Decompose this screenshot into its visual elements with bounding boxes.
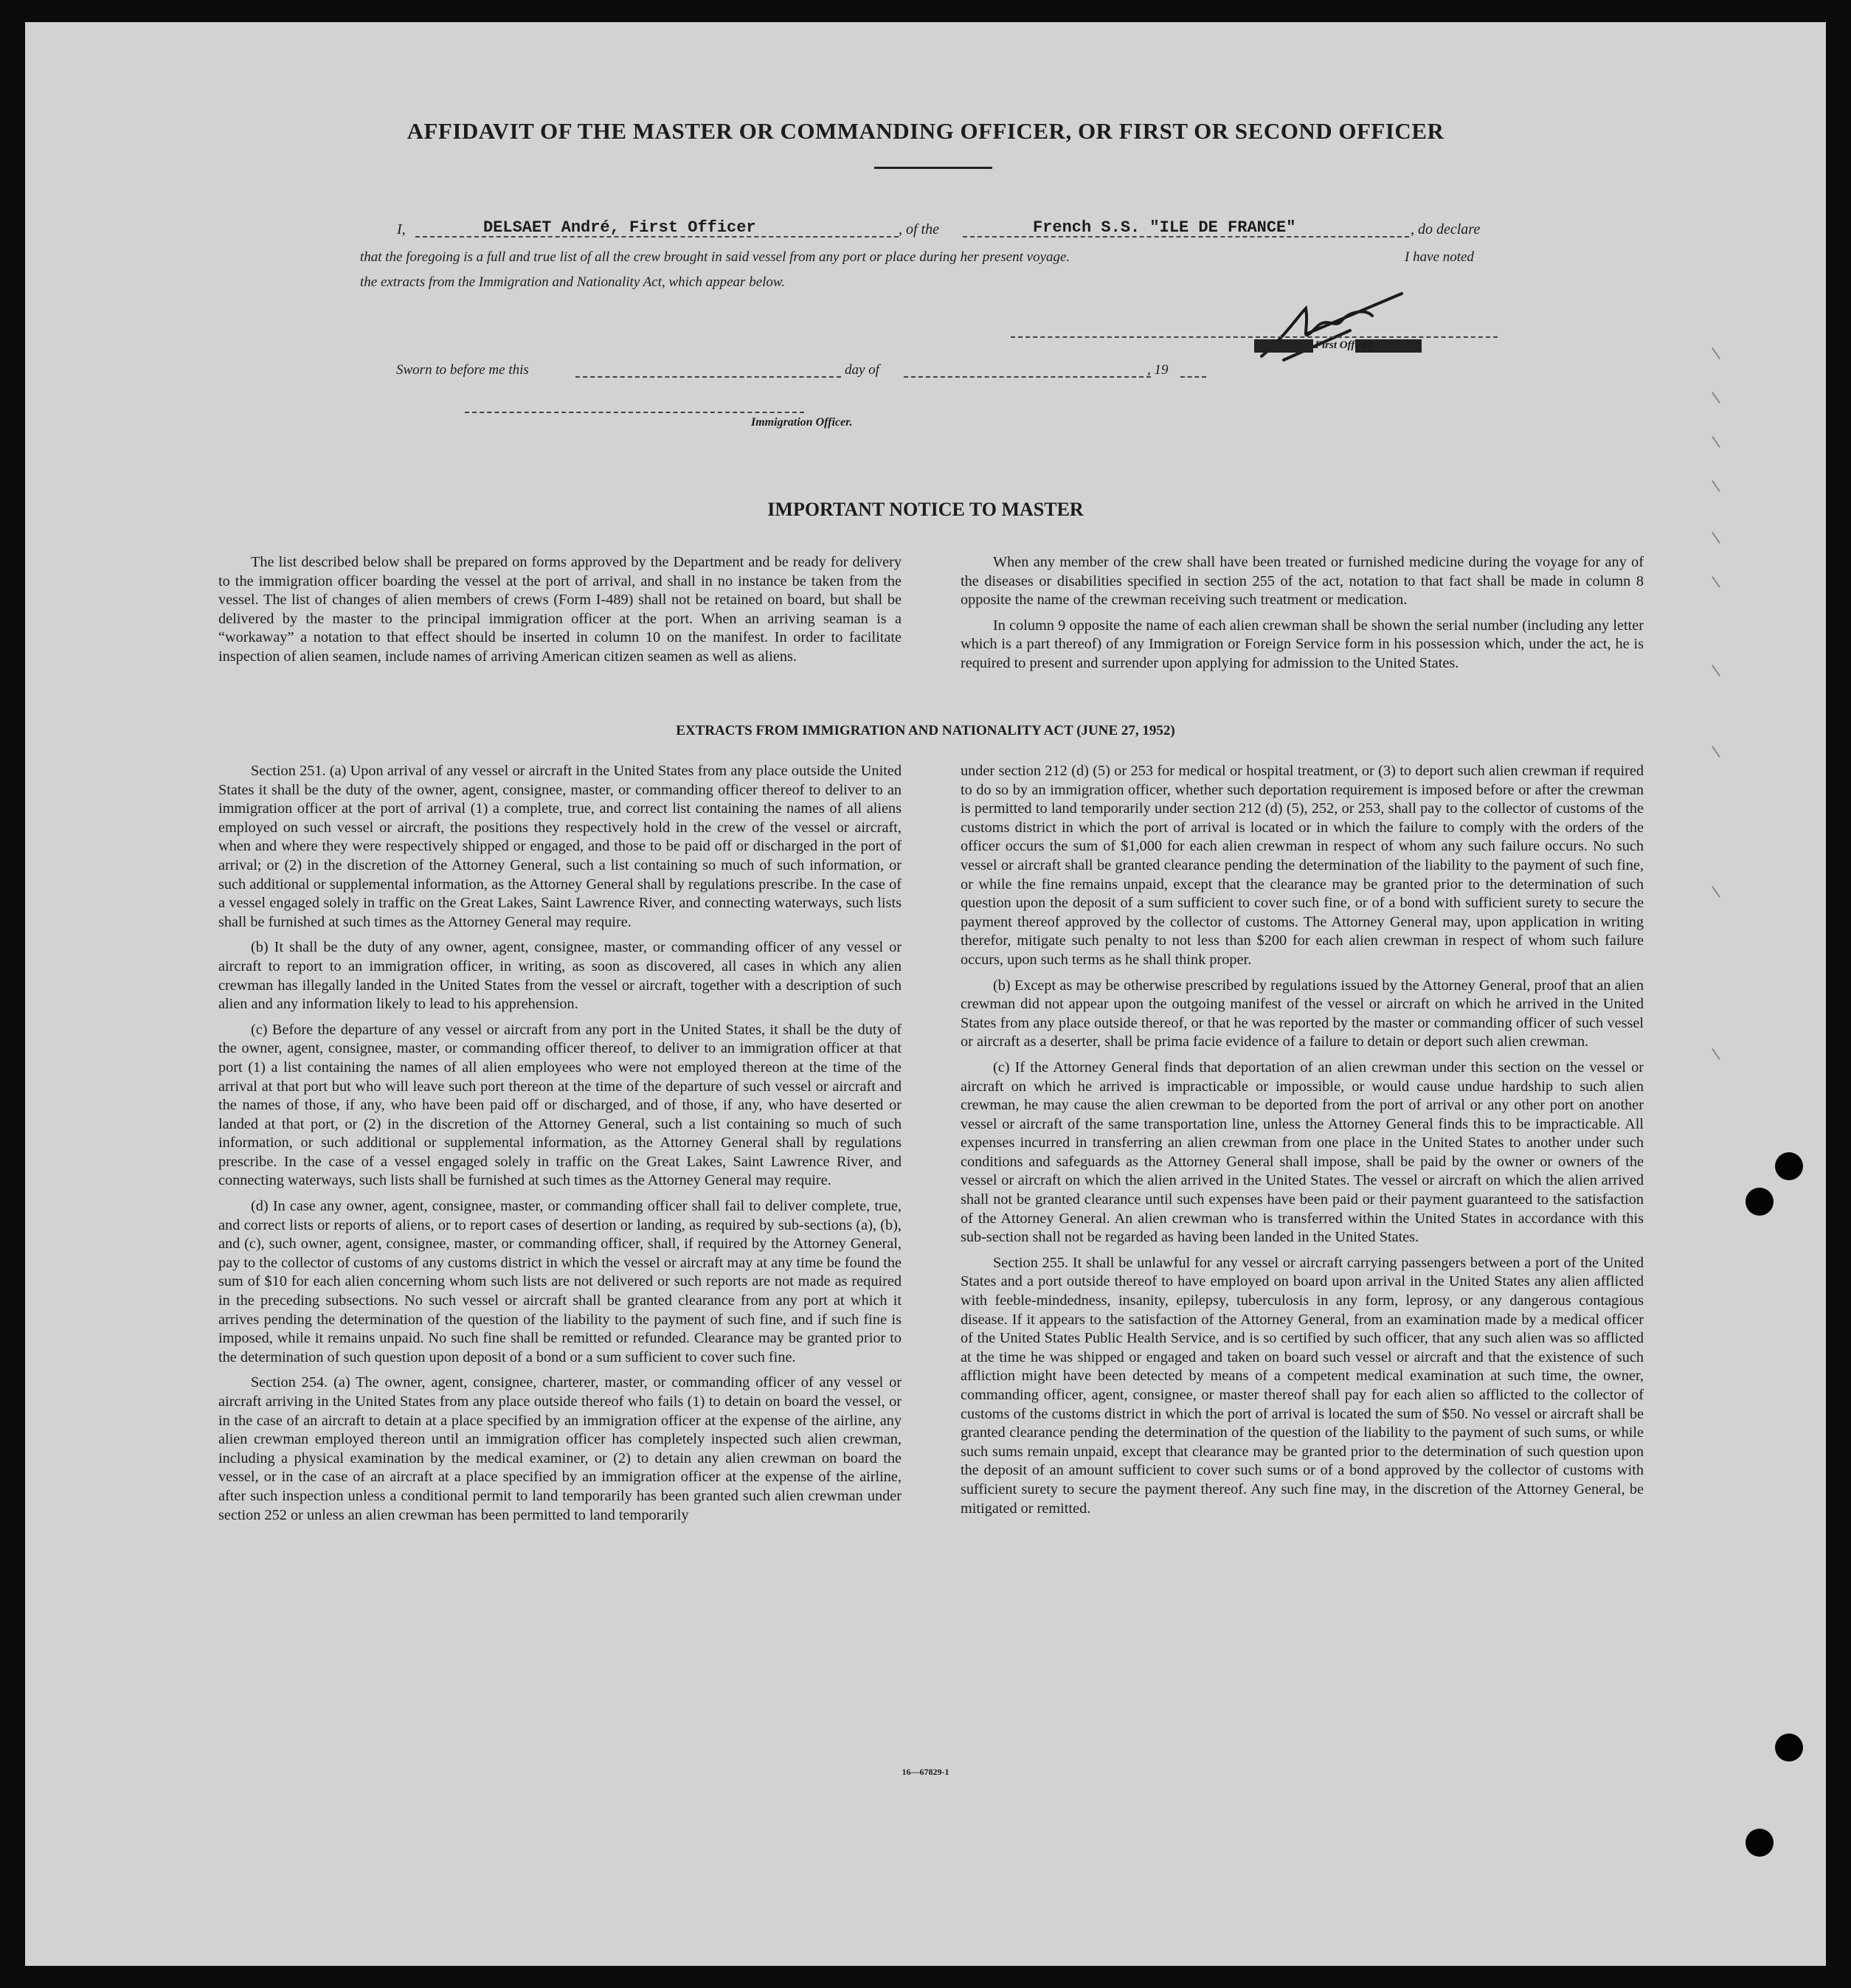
notice-left-column bbox=[218, 553, 902, 673]
extracts-right-column bbox=[961, 762, 1644, 1525]
section-254-b: (b) Except as may be otherwise prescribed by regulations issued by the Attorney General, proof that an alien crewman did not appear upon the outgoing manifest of the vessel or aircraft on which he arrived in the United States from any place outside thereof, or that he was reported by the master or commanding officer of such vessel or aircraft as a deserter, shall be prima facie evidence of a failure to detain or deport such alien crewman. bbox=[961, 977, 1644, 1050]
year-label: , 19 bbox=[1147, 362, 1169, 378]
sworn-month-line bbox=[904, 376, 1151, 378]
affidavit-title: AFFIDAVIT OF THE MASTER OR COMMANDING OFFICER, OR FIRST OR SECOND OFFICER bbox=[406, 118, 1445, 144]
section-254-a: Section 254. (a) The owner, agent, consignee, charterer, master, or commanding officer of any vessel or aircraft arriving in the United States from any place outside thereof who fails (1) to detain on board the vessel, or in the case of an aircraft to detain at a place specified by an immigration officer at the expense of the airline, any alien crewman employed thereon until an immigration officer has completely inspected such alien crewman, including a physical examination by the medical examiner, or (2) to detain any alien crewman on board the vessel, or in the case of an aircraft at a place specified by an immigration officer at the expense of the airline, after such inspection unless a conditional permit to land temporarily has been granted such alien crewman under section 252 or unless an alien crewman has been permitted to land temporarily bbox=[218, 1374, 902, 1523]
section-251-b: (b) It shall be the duty of any owner, agent, consignee, master, or commanding officer of any vessel or aircraft to report to an immigration officer, in writing, as soon as discovered, all cases in which any alien crewman has illegally landed in the United States from the vessel or aircraft, together with a description of such alien and any information likely to lead to his apprehension. bbox=[218, 939, 902, 1013]
section-254-c: (c) If the Attorney General finds that deportation of an alien crewman under this section on the vessel or aircraft on which he arrived is impracticable or impossible, or would cause undue hardship to such alien crewman, he may cause the alien crewman to be deported from the port of arrival or any other port on another vessel or aircraft of the same transportation line, unless the Attorney General finds this to be impracticable. All expenses incurred in transferring an alien crewman from one place in the United States to another under such conditions and safeguards as the Attorney General shall impose, shall be paid by the owner or owners of the vessel or aircraft on which the alien arrived in the United States. The vessel or aircraft on which the alien arrived shall not be granted clearance until such expenses have been paid or their payment guaranteed to the satisfaction of the Attorney General. An alien crewman who is transferred within the United States in accordance with this sub-section shall not be regarded as having been landed in the United States. bbox=[961, 1059, 1644, 1246]
section-255: Section 255. It shall be unlawful for any vessel or aircraft carrying passengers between a port of the United States and a port outside thereof to have employed on board upon arrival in the United States any alien afflicted with feeble-mindedness, insanity, epilepsy, tuberculosis in any form, leprosy, or any dangerous contagious disease. If it appears to the satisfaction of the Attorney General, from an examination made by a medical officer of the United States Public Health Service, and is so certified by such officer, that any such alien was so afflicted at the time he was shipped or engaged and taken on board such vessel or aircraft and that the existence of such affliction might have been detected by means of a competent medical examination at such time, the owner, commanding officer, agent, consignee, or master thereof shall pay for each alien so afflicted to the collector of customs of the customs district in which the port of arrival is located the sum of $50. No vessel or aircraft shall be granted clearance pending the determination of the question of the liability to the payment of such sums, or while such sums remain unpaid, except that clearance may be granted prior to the determination of such question upon the deposit of an amount sufficient to cover such sums or of a bond approved by the collector of customs with sufficient surety to secure the payment thereof. Any such fine may, in the discretion of the Attorney General, be mitigated or remitted. bbox=[961, 1254, 1644, 1517]
title-underline bbox=[874, 167, 992, 169]
notice-left-paragraph: The list described below shall be prepared on forms approved by the Department and be ready for delivery to the immigration officer boarding the vessel at the port of arrival, and shall in no instance be taken from the vessel. The list of changes of alien members of crews (Form I-489) shall not be retained on board, but shall be delivered by the master to the principal immigration officer at the port. When an arriving seaman is a “workaway” a notation to that effect should be inserted in column 10 on the manifest. In order to facilitate inspection of alien seamen, include names of arriving American citizen seamen as well as aliens. bbox=[218, 554, 902, 665]
vessel-name-value: French S.S. "ILE DE FRANCE" bbox=[1033, 218, 1296, 237]
binder-hole-2 bbox=[1746, 1188, 1774, 1216]
notice-heading: IMPORTANT NOTICE TO MASTER bbox=[767, 499, 1084, 520]
notice-right-paragraph-2: In column 9 opposite the name of each alien crewman shall be shown the serial number (including any letter which is a part thereof) of any Immigration or Foreign Service form in his possession which, under the act, he is required to present and surrender upon applying for admission to the United States. bbox=[961, 617, 1644, 671]
form-number: 16—67829-1 bbox=[902, 1767, 949, 1777]
notice-right-column bbox=[961, 553, 1644, 680]
declaration-line-2-end: I have noted bbox=[1405, 249, 1474, 265]
officer-name-value: DELSAET André, First Officer bbox=[483, 218, 756, 237]
declaration-line-2: that the foregoing is a full and true list of all the crew brought in said vessel from any port or place during her present voyage. bbox=[360, 249, 1070, 265]
binder-hole-4 bbox=[1746, 1829, 1774, 1857]
section-254-a-continued: under section 212 (d) (5) or 253 for medical or hospital treatment, or (3) to deport such alien crewman if required to do so by an immigration officer, whether such deportation requirement is imposed before or after the crewman is permitted to land temporarily under section 212 (d) (5), 252, or 253, shall pay to the collector of customs of the customs district in which the port of arrival is located or in which the failure to comply with the orders of the officer occurs the sum of $1,000 for each alien crewman in respect of whom any such failure occurs. No such vessel or aircraft shall be granted clearance pending the determination of the liability to the payment of such fine, or while the fine remains unpaid, except that the clearance may be granted prior to the determination of such question upon the deposit of a sum sufficient to cover such fine, or of a bond with sufficient surety to secure the payment thereof approved by the collector of customs. The Attorney General may, upon application in writing therefor, mitigate such penalty to not less than $200 for each alien crewman in respect of whom such failure occurs, upon such terms as he shall think proper. bbox=[961, 763, 1644, 968]
extracts-left-column bbox=[218, 762, 902, 1531]
immigration-officer-label: Immigration Officer. bbox=[751, 416, 853, 429]
declaration-line-3: the extracts from the Immigration and Nationality Act, which appear below. bbox=[360, 274, 785, 290]
immigration-officer-line bbox=[465, 412, 804, 413]
day-of-label: day of bbox=[845, 362, 879, 378]
section-251-a: Section 251. (a) Upon arrival of any vessel or aircraft in the United States from any place outside the United States it shall be the duty of the owner, agent, consignee, master, or commanding officer thereof to deliver to an immigration officer at the port of arrival (1) a complete, true, and correct list containing the names of all aliens employed on such vessel or aircraft, the positions they respectively hold in the crew of the vessel or aircraft, when and where they were respectively shipped or engaged, and those to be paid off or discharged in the port of arrival; or (2) in the discretion of the Attorney General, such a list containing so much of such information, or such additional or supplemental information, as the Attorney General shall by regulations prescribe. In the case of a vessel engaged solely in traffic on the Great Lakes, Saint Lawrence River, and connecting waterways, such lists shall be furnished at such times as the Attorney General may require. bbox=[218, 763, 902, 930]
year-line bbox=[1180, 376, 1206, 378]
i-label: I, bbox=[397, 221, 406, 238]
extracts-heading: EXTRACTS FROM IMMIGRATION AND NATIONALITY ACT (JUNE 27, 1952) bbox=[676, 723, 1175, 738]
notice-right-paragraph-1: When any member of the crew shall have been treated or furnished medicine during the voyage for any of the diseases or disabilities specified in section 255 of the act, notation to that fact shall be made in column 8 opposite the name of the crewman receiving such treatment or medication. bbox=[961, 554, 1644, 609]
binder-hole-3 bbox=[1775, 1734, 1803, 1762]
signature-caption: First Officer. bbox=[1315, 339, 1374, 351]
signature-line bbox=[1011, 336, 1498, 338]
of-the-label: , of the bbox=[899, 221, 939, 238]
section-251-d: (d) In case any owner, agent, consignee, master, or commanding officer shall fail to deliver complete, true, and correct lists or reports of aliens, or to report cases of desertion or landing, as required by sub-sections (a), (b), and (c), such owner, agent, consignee, master, or commanding officer, shall, if required by the Attorney General, pay to the collector of customs of any customs district in which the vessel or aircraft may at any time be found the sum of $10 for each alien concerning whom such lists are not delivered or such reports are not made as required in the preceding subsections. No such vessel or aircraft shall be granted clearance from any port at which it arrives pending the determination of the question of the liability to the payment of such fine, and if such fine is imposed, while it remains unpaid. No such fine shall be remitted or refunded. Clearance may be granted prior to the determination of such question upon deposit of a bond or a sum sufficient to cover such fine. bbox=[218, 1198, 902, 1365]
struck-word-1 bbox=[1254, 339, 1313, 353]
sworn-label: Sworn to before me this bbox=[396, 362, 529, 378]
section-251-c: (c) Before the departure of any vessel or aircraft from any port in the United States, it shall be the duty of the owner, agent, consignee, master, or commanding officer thereof, to deliver to an immigration officer at that port (1) a list containing the names of all alien employees who were not employed thereon at the time of the arrival at that port but who will leave such port thereon at the time of the departure of such vessel or aircraft and the names of those, if any, who have been paid off or discharged, and of those, if any, who have deserted or landed at that port, or (2) in the discretion of the Attorney General, such a list containing so much of such information, or such additional or supplemental information, as the Attorney General shall by regulations prescribe. In the case of a vessel engaged solely in traffic on the Great Lakes, Saint Lawrence River, and connecting waterways, such lists shall be furnished at such times as the Attorney General may require. bbox=[218, 1021, 902, 1189]
officer-signature bbox=[1254, 286, 1416, 367]
binder-hole-1 bbox=[1775, 1152, 1803, 1180]
do-declare-label: , do declare bbox=[1411, 221, 1481, 238]
sworn-day-line bbox=[575, 376, 841, 378]
